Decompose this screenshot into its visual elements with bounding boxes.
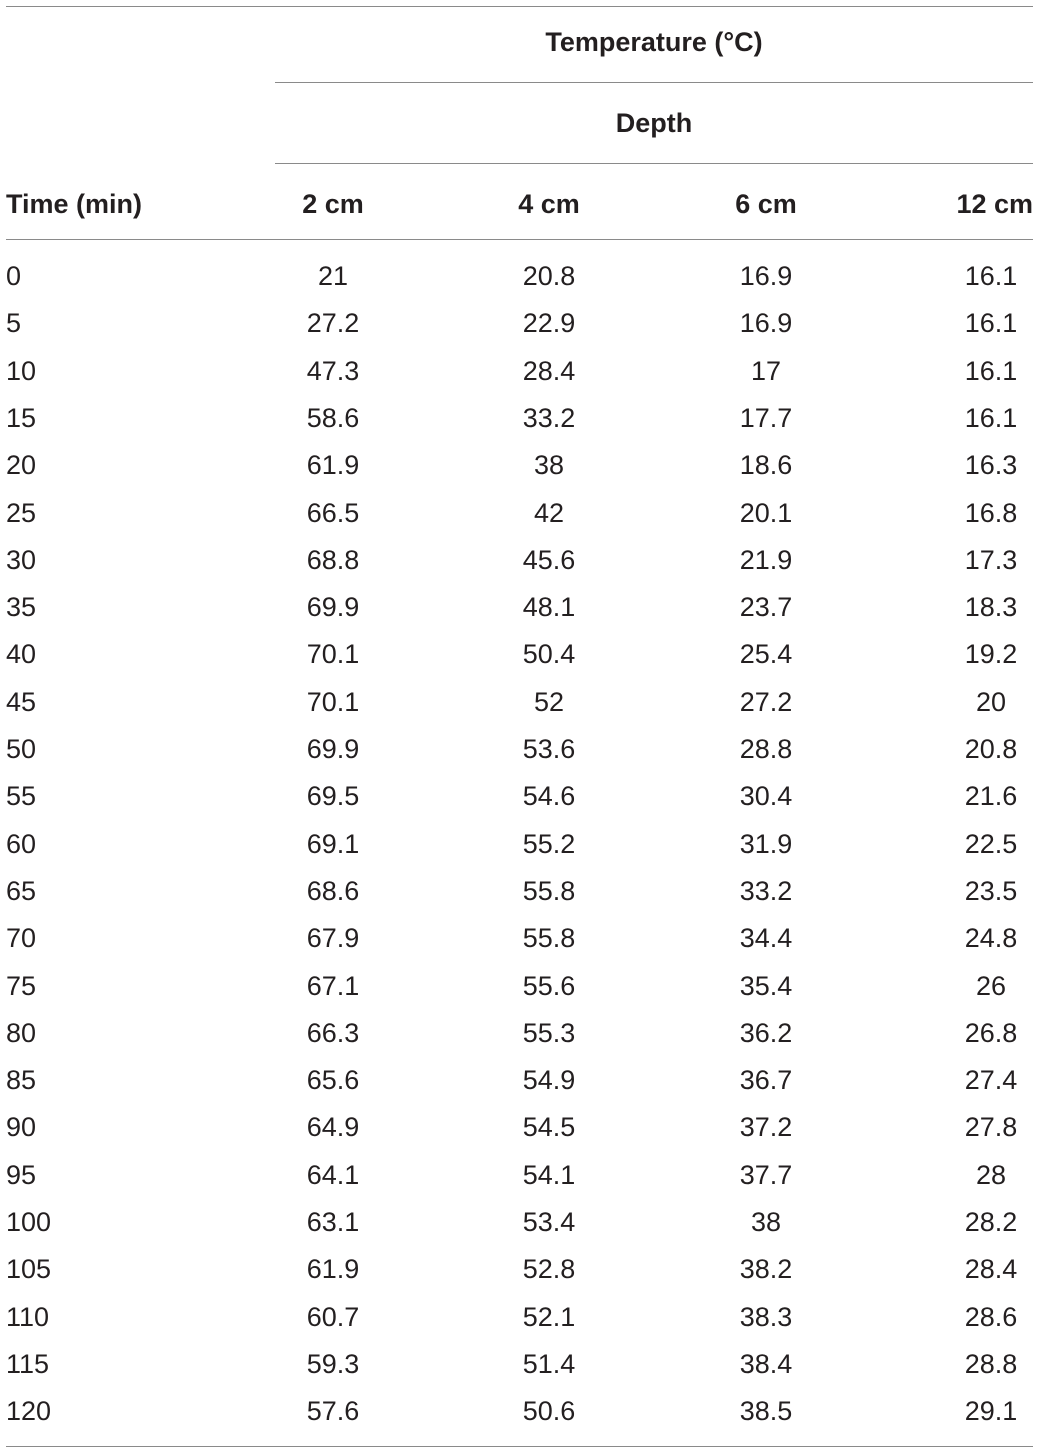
temperature-cell: 67.1 <box>306 970 360 1001</box>
temperature-cell: 61.9 <box>306 1254 360 1285</box>
time-cell: 65 <box>6 875 37 906</box>
time-cell: 55 <box>6 781 37 812</box>
time-cell: 5 <box>6 308 22 339</box>
temperature-cell: 66.5 <box>306 497 360 528</box>
temperature-cell: 29.1 <box>964 1396 1018 1427</box>
time-cell: 85 <box>6 1065 37 1096</box>
temperature-cell: 16.1 <box>964 402 1018 433</box>
temperature-cell: 23.5 <box>964 875 1018 906</box>
temperature-cell: 19.2 <box>964 639 1018 670</box>
temperature-cell: 20.8 <box>522 261 576 291</box>
temperature-cell: 21.9 <box>739 544 793 575</box>
temperature-cell: 34.4 <box>739 923 793 954</box>
temperature-cell: 28.8 <box>739 734 793 764</box>
temperature-cell: 67.9 <box>306 923 360 954</box>
temperature-cell: 36.7 <box>739 1065 793 1096</box>
table-top-rule <box>6 6 1033 7</box>
time-cell: 105 <box>6 1254 52 1285</box>
temperature-cell: 20 <box>975 686 1007 717</box>
temperature-cell: 66.3 <box>306 1017 360 1048</box>
temperature-cell: 26 <box>975 970 1007 1001</box>
temperature-cell: 42 <box>533 497 565 528</box>
temperature-cell: 58.6 <box>306 402 360 433</box>
time-cell: 110 <box>6 1301 50 1332</box>
temperature-cell: 20.8 <box>964 734 1018 764</box>
temperature-cell: 63.1 <box>306 1207 360 1237</box>
temperature-cell: 51.4 <box>522 1348 576 1379</box>
subgroup-header-rule <box>275 163 1033 164</box>
column-header-rule <box>6 239 1033 240</box>
temperature-cell: 27.2 <box>739 686 793 717</box>
time-cell: 70 <box>6 923 37 954</box>
temperature-cell: 38.2 <box>739 1254 793 1285</box>
column-header-6cm: 6 cm <box>735 189 797 219</box>
temperature-cell: 22.9 <box>522 308 576 339</box>
temperature-cell: 55.8 <box>522 875 576 906</box>
temperature-cell: 54.6 <box>522 781 576 812</box>
temperature-cell: 16.1 <box>964 355 1018 386</box>
temperature-cell: 18.3 <box>964 592 1018 623</box>
temperature-cell: 28.6 <box>964 1301 1018 1332</box>
temperature-cell: 20.1 <box>739 497 793 528</box>
temperature-cell: 38.5 <box>739 1396 793 1427</box>
temperature-cell: 55.3 <box>522 1017 576 1048</box>
time-cell: 60 <box>6 828 37 859</box>
temperature-cell: 37.7 <box>739 1159 793 1190</box>
temperature-cell: 27.4 <box>964 1065 1018 1096</box>
temperature-cell: 55.8 <box>522 923 576 954</box>
time-cell: 0 <box>6 261 22 291</box>
depth-subgroup-header: Depth <box>615 108 693 138</box>
temperature-cell: 38.3 <box>739 1301 793 1332</box>
time-cell: 15 <box>6 402 37 433</box>
time-cell: 115 <box>6 1348 50 1379</box>
time-cell: 10 <box>6 355 37 386</box>
temperature-cell: 52 <box>533 686 565 717</box>
column-header-12cm: 12 cm <box>956 189 1033 219</box>
temperature-cell: 28.4 <box>964 1254 1018 1285</box>
temperature-cell: 68.8 <box>306 544 360 575</box>
time-cell: 25 <box>6 497 37 528</box>
time-cell: 80 <box>6 1017 37 1048</box>
time-cell: 35 <box>6 592 37 623</box>
temperature-cell: 24.8 <box>964 923 1018 954</box>
temperature-cell: 16.9 <box>739 261 793 291</box>
temperature-cell: 54.9 <box>522 1065 576 1096</box>
temperature-cell: 60.7 <box>306 1301 360 1332</box>
temperature-cell: 16.8 <box>964 497 1018 528</box>
temperature-cell: 21.6 <box>964 781 1018 812</box>
time-cell: 120 <box>6 1396 52 1427</box>
temperature-cell: 36.2 <box>739 1017 793 1048</box>
time-cell: 75 <box>6 970 37 1001</box>
column-header-2cm: 2 cm <box>302 189 364 219</box>
time-cell: 50 <box>6 734 37 764</box>
temperature-cell: 26.8 <box>964 1017 1018 1048</box>
temperature-cell: 47.3 <box>306 355 360 386</box>
temperature-cell: 28.8 <box>964 1348 1018 1379</box>
temperature-cell: 50.6 <box>522 1396 576 1427</box>
temperature-cell: 53.6 <box>522 734 576 764</box>
temperature-cell: 37.2 <box>739 1112 793 1143</box>
temperature-cell: 38 <box>533 450 565 481</box>
temperature-cell: 21 <box>317 261 349 291</box>
group-header-rule <box>275 82 1033 83</box>
temperature-cell: 53.4 <box>522 1207 576 1237</box>
temperature-cell: 38.4 <box>739 1348 793 1379</box>
temperature-cell: 64.1 <box>306 1159 360 1190</box>
time-cell: 95 <box>6 1159 37 1190</box>
temperature-cell: 48.1 <box>522 592 576 623</box>
temperature-cell: 16.1 <box>964 261 1018 291</box>
temperature-group-header: Temperature (°C) <box>545 27 763 57</box>
time-cell: 30 <box>6 544 37 575</box>
temperature-cell: 45.6 <box>522 544 576 575</box>
time-cell: 45 <box>6 686 37 717</box>
temperature-cell: 59.3 <box>306 1348 360 1379</box>
temperature-cell: 55.2 <box>522 828 576 859</box>
temperature-cell: 27.2 <box>306 308 360 339</box>
time-cell: 90 <box>6 1112 37 1143</box>
temperature-cell: 28.4 <box>522 355 576 386</box>
time-column-header: Time (min) <box>6 189 143 219</box>
temperature-cell: 69.5 <box>306 781 360 812</box>
temperature-cell: 61.9 <box>306 450 360 481</box>
temperature-cell: 50.4 <box>522 639 576 670</box>
temperature-cell: 69.9 <box>306 734 360 764</box>
temperature-cell: 52.1 <box>522 1301 576 1332</box>
table-bottom-rule <box>6 1446 1033 1447</box>
temperature-cell: 33.2 <box>739 875 793 906</box>
temperature-cell: 22.5 <box>964 828 1018 859</box>
temperature-cell: 17.7 <box>739 402 793 433</box>
temperature-cell: 70.1 <box>306 639 360 670</box>
temperature-cell: 64.9 <box>306 1112 360 1143</box>
temperature-cell: 52.8 <box>522 1254 576 1285</box>
temperature-cell: 28 <box>975 1159 1007 1190</box>
temperature-cell: 57.6 <box>306 1396 360 1427</box>
temperature-cell: 16.1 <box>964 308 1018 339</box>
time-cell: 20 <box>6 450 37 481</box>
temperature-cell: 55.6 <box>522 970 576 1001</box>
temperature-cell: 23.7 <box>739 592 793 623</box>
temperature-cell: 33.2 <box>522 402 576 433</box>
temperature-cell: 30.4 <box>739 781 793 812</box>
temperature-cell: 17 <box>750 355 782 386</box>
temperature-cell: 69.9 <box>306 592 360 623</box>
time-cell: 40 <box>6 639 37 670</box>
temperature-cell: 54.1 <box>522 1159 576 1190</box>
temperature-cell: 54.5 <box>522 1112 576 1143</box>
temperature-cell: 65.6 <box>306 1065 360 1096</box>
temperature-cell: 31.9 <box>739 828 793 859</box>
column-header-4cm: 4 cm <box>518 189 580 219</box>
time-cell: 100 <box>6 1207 52 1237</box>
temperature-cell: 70.1 <box>306 686 360 717</box>
temperature-cell: 27.8 <box>964 1112 1018 1143</box>
temperature-cell: 68.6 <box>306 875 360 906</box>
temperature-cell: 69.1 <box>306 828 360 859</box>
temperature-cell: 38 <box>750 1207 782 1237</box>
temperature-cell: 18.6 <box>739 450 793 481</box>
temperature-cell: 16.3 <box>964 450 1018 481</box>
temperature-cell: 25.4 <box>739 639 793 670</box>
temperature-cell: 35.4 <box>739 970 793 1001</box>
temperature-cell: 16.9 <box>739 308 793 339</box>
temperature-cell: 28.2 <box>964 1207 1018 1237</box>
temperature-cell: 17.3 <box>964 544 1018 575</box>
